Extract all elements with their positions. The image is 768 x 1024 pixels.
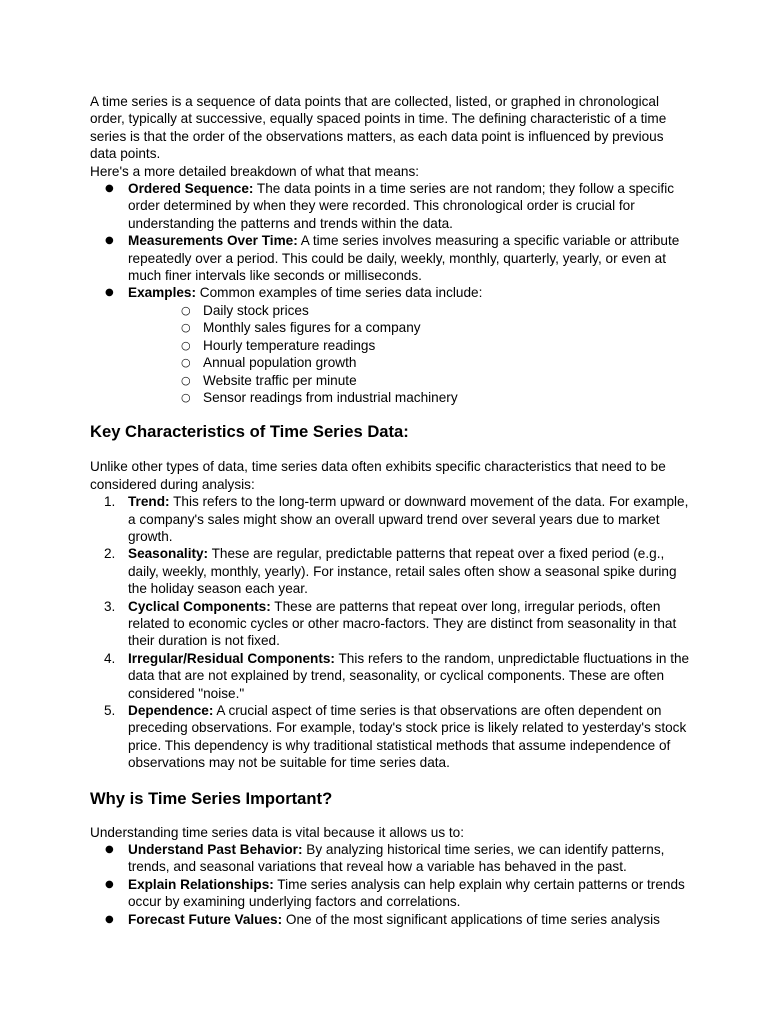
- item-term: Trend:: [128, 494, 170, 510]
- item-text: This refers to the long-term upward or downward movement of the data. For example, a company's sales might show an overall upward trend over several years due to market growth.: [128, 494, 689, 544]
- list-item: [90, 876, 690, 911]
- intro-lead: Here's a more detailed breakdown of what that means:: [90, 163, 420, 179]
- item-term: Dependence:: [128, 703, 214, 718]
- item-term: Seasonality:: [128, 546, 209, 562]
- intro-paragraph: A time series is a sequence of data points that are collected, listed, or graphed in chronological order, typically at successive, equally spaced points in time. The defining characteristic of a time series is that the order of the observations matters, as each data point is influenced by previous data points.: [90, 94, 667, 162]
- list-item: [90, 284, 690, 406]
- importance-bullet-list: [90, 841, 690, 928]
- list-item: [90, 702, 690, 772]
- list-item: [90, 180, 690, 232]
- list-item: [90, 232, 690, 284]
- item-number: 5.: [104, 703, 116, 718]
- bullet-text: The data points in a time series are not random; they follow a specific order determined by when they were recorded. This chronological order is crucial for understanding the patterns and trends within the data.: [128, 181, 675, 231]
- key-characteristics-intro: Unlike other types of data, time series data often exhibits specific characteristics that need to be considered during analysis:: [90, 459, 666, 492]
- section-heading-importance: Why is Time Series Important?: [90, 788, 333, 808]
- sublist-item: ○ Monthly sales figures for a company: [165, 319, 690, 336]
- sublist-item: ○ Sensor readings from industrial machinery: [165, 389, 690, 406]
- bullet-text: Common examples of time series data include:: [196, 285, 483, 301]
- importance-intro: Understanding time series data is vital because it allows us to:: [90, 824, 465, 840]
- section-heading-key-characteristics: Key Characteristics of Time Series Data:: [90, 422, 409, 442]
- document-body: [90, 93, 690, 928]
- item-number: 2.: [104, 546, 116, 562]
- item-number: 1.: [104, 494, 116, 510]
- bullet-text: A time series involves measuring a specific variable or attribute repeatedly over a period. This could be daily, weekly, monthly, quarterly, yearly, or even at much finer intervals like seconds or milliseconds.: [128, 233, 680, 284]
- sublist-item: ○ Annual population growth: [165, 354, 690, 371]
- bullet-text: Time series analysis can help explain why certain patterns or trends occur by examining underlying factors and correlations.: [128, 876, 685, 910]
- item-text: This refers to the random, unpredictable fluctuations in the data that are not explained by trend, seasonality, or cyclical components. These are often considered "noise.": [128, 650, 690, 701]
- item-number: 4.: [104, 650, 116, 666]
- bullet-term: Examples:: [128, 285, 197, 301]
- sublist-item: ○ Hourly temperature readings: [165, 337, 690, 354]
- item-text: These are patterns that repeat over long, irregular periods, often related to economic cycles or other macro-factors. They are distinct from seasonality in that their duration is not fixed.: [128, 598, 677, 649]
- bullet-text: By analyzing historical time series, we can identify patterns, trends, and seasonal variations that reveal how a variable has behaved in the past.: [128, 842, 665, 875]
- sublist-item: ○ Website traffic per minute: [165, 372, 690, 389]
- item-text: A crucial aspect of time series is that observations are often dependent on preceding observations. For example, today's stock price is likely related to yesterday's stock price. This dependency is why traditional statistical methods that assume independence of observations may not be suitable for time series data.: [128, 703, 687, 771]
- list-item: [90, 650, 690, 702]
- bullet-term: Ordered Sequence:: [128, 181, 254, 197]
- bullet-term: Explain Relationships:: [128, 876, 274, 892]
- bullet-term: Forecast Future Values:: [128, 911, 283, 927]
- item-term: Cyclical Components:: [128, 598, 271, 614]
- characteristics-numbered-list: [90, 493, 690, 772]
- list-item: [90, 545, 690, 597]
- list-item: [90, 841, 690, 876]
- item-text: These are regular, predictable patterns that repeat over a fixed period (e.g., daily, weekly, monthly, yearly). For instance, retail sales often show a seasonal spike during the holiday season each year.: [128, 546, 677, 597]
- item-term: Irregular/Residual Components:: [128, 650, 335, 666]
- examples-sublist: [165, 302, 690, 406]
- bullet-term: Understand Past Behavior:: [128, 842, 303, 858]
- list-item: [90, 911, 690, 928]
- list-item: [90, 598, 690, 650]
- item-number: 3.: [104, 598, 116, 614]
- list-item: [90, 493, 690, 545]
- bullet-text: One of the most significant applications of time series analysis: [282, 911, 660, 927]
- intro-bullet-list: [90, 180, 690, 406]
- bullet-term: Measurements Over Time:: [128, 233, 298, 249]
- sublist-item: ○ Daily stock prices: [165, 302, 690, 319]
